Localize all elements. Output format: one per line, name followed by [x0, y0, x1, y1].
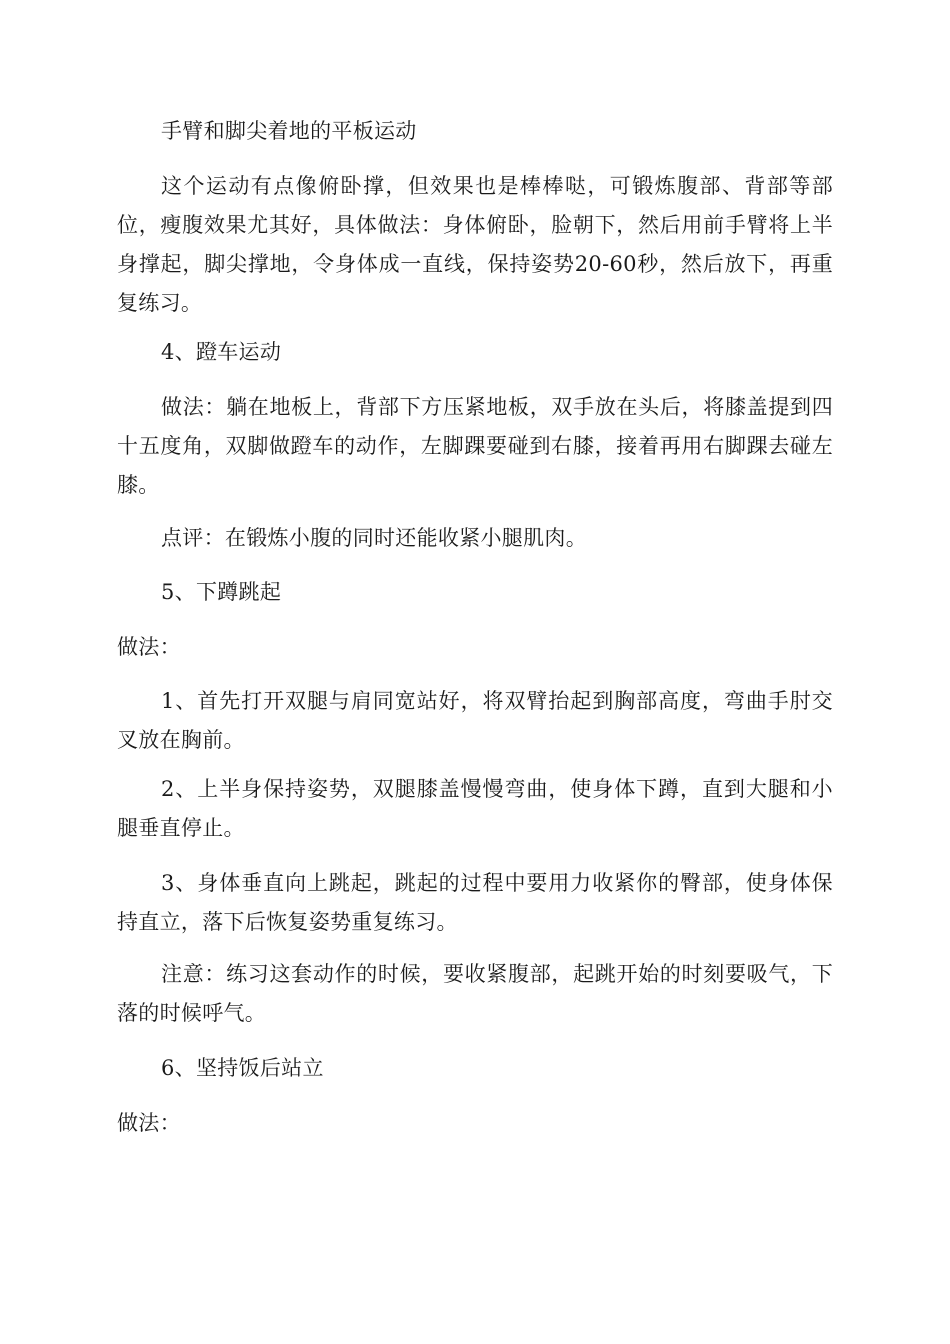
section-heading-bicycle: 4、蹬车运动	[161, 340, 282, 364]
step-3: 3、身体垂直向上跳起，跳起的过程中要用力收紧你的臀部，使身体保持直立，落下后恢复姿势重复练习。	[117, 871, 833, 934]
paragraph-bicycle-method: 做法：躺在地板上，背部下方压紧地板，双手放在头后，将膝盖提到四十五度角，双脚做蹬车的动作，左脚踝要碰到右膝，接着再用右脚踝去碰左膝。	[117, 395, 833, 497]
paragraph-note: 注意：练习这套动作的时候，要收紧腹部，起跳开始的时刻要吸气，下落的时候呼气。	[117, 962, 833, 1025]
step-1: 1、首先打开双腿与肩同宽站好，将双臂抬起到胸部高度，弯曲手肘交叉放在胸前。	[117, 689, 833, 752]
paragraph-bicycle-comment: 点评：在锻炼小腹的同时还能收紧小腿肌肉。	[161, 526, 587, 550]
label-method-squat: 做法：	[117, 635, 181, 659]
step-2: 2、上半身保持姿势，双腿膝盖慢慢弯曲，使身体下蹲，直到大腿和小腿垂直停止。	[117, 777, 833, 840]
paragraph-plank-description: 这个运动有点像俯卧撑，但效果也是棒棒哒，可锻炼腹部、背部等部位，瘦腹效果尤其好，具体做法：身体俯卧，脸朝下，然后用前手臂将上半身撑起，脚尖撑地，令身体成一直线，保持姿势20-60秒，然后放下，再重复练习。	[117, 174, 833, 315]
section-heading-stand-after-meal: 6、坚持饭后站立	[161, 1056, 324, 1080]
section-heading-squat-jump: 5、下蹲跳起	[161, 580, 282, 604]
label-method-stand: 做法：	[117, 1111, 181, 1135]
section-heading-plank: 手臂和脚尖着地的平板运动	[161, 119, 417, 143]
